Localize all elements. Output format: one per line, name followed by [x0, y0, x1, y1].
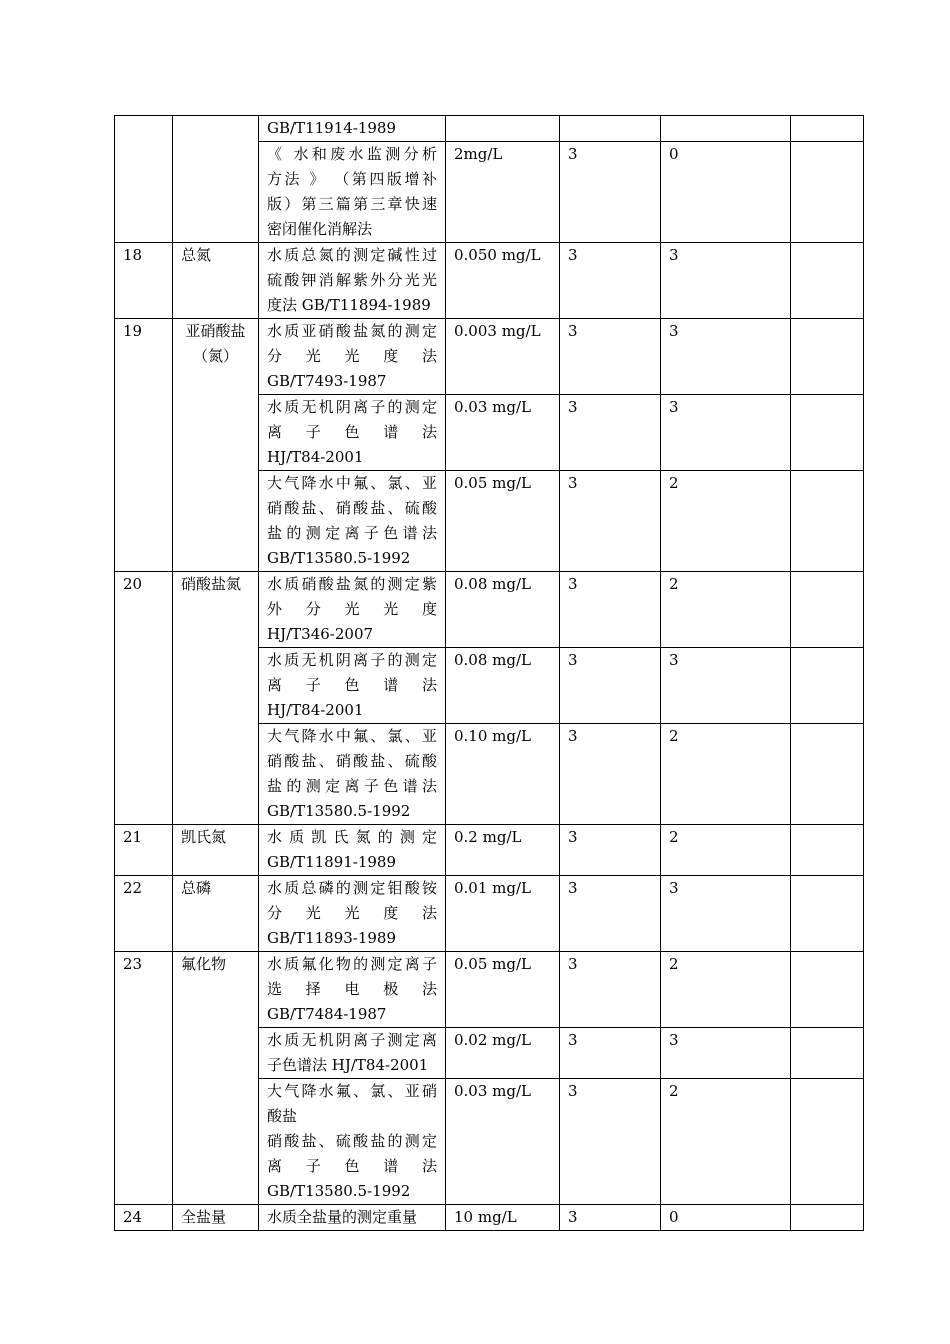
- cell-item: [173, 319, 259, 572]
- method-line: 外 分 光 光 度: [267, 600, 437, 618]
- method-line: HJ/T84-2001: [267, 448, 364, 466]
- cell-method: [259, 876, 446, 952]
- method-line: 版）第三篇第三章快速: [267, 195, 437, 213]
- cell-no: 22: [115, 876, 173, 952]
- cell-method: [259, 1079, 446, 1205]
- cell-limit: 2mg/L: [446, 142, 560, 243]
- cell-item: 全盐量: [173, 1205, 259, 1231]
- standards-table: [114, 115, 864, 1231]
- cell-c2: 3: [661, 395, 791, 471]
- method-line: 硫酸钾消解紫外分光光: [267, 271, 437, 289]
- cell-c1: 3: [560, 1079, 661, 1205]
- cell-c1: [560, 116, 661, 142]
- cell-limit: 0.02 mg/L: [446, 1028, 560, 1079]
- cell-c2: 2: [661, 825, 791, 876]
- method-line: HJ/T84-2001: [267, 701, 364, 719]
- cell-c2: 3: [661, 1028, 791, 1079]
- item-label: 亚硝酸盐（氮）: [185, 322, 246, 365]
- cell-c2: [661, 116, 791, 142]
- cell-method: [259, 825, 446, 876]
- method-line: 硝酸盐、硝酸盐、硫酸: [267, 752, 437, 770]
- cell-c1: 3: [560, 648, 661, 724]
- method-line: 盐的测定离子色谱法: [267, 524, 437, 542]
- cell-method: [259, 395, 446, 471]
- cell-limit: 0.10 mg/L: [446, 724, 560, 825]
- cell-c2: 2: [661, 1079, 791, 1205]
- method-line: 大气降水氟、氯、亚硝: [267, 1082, 437, 1100]
- cell-note: [791, 1205, 864, 1231]
- cell-note: [791, 395, 864, 471]
- cell-method: [259, 319, 446, 395]
- method-line: HJ/T346-2007: [267, 625, 374, 643]
- method-line: 大气降水中氟、氯、亚: [267, 727, 437, 745]
- method-line: 水质亚硝酸盐氮的测定: [267, 322, 437, 340]
- cell-item: 凯氏氮: [173, 825, 259, 876]
- cell-limit: 0.08 mg/L: [446, 572, 560, 648]
- cell-c2: 2: [661, 471, 791, 572]
- cell-note: [791, 243, 864, 319]
- cell-no: 23: [115, 952, 173, 1205]
- cell-limit: 0.01 mg/L: [446, 876, 560, 952]
- method-line: 水质氟化物的测定离子: [267, 955, 437, 973]
- cell-note: [791, 952, 864, 1028]
- method-line: 密闭催化消解法: [267, 220, 373, 238]
- cell-c2: 2: [661, 952, 791, 1028]
- cell-c1: 3: [560, 243, 661, 319]
- cell-no: 19: [115, 319, 173, 572]
- cell-item: 总磷: [173, 876, 259, 952]
- cell-c1: 3: [560, 1205, 661, 1231]
- cell-c1: 3: [560, 471, 661, 572]
- method-line: GB/T11891-1989: [267, 853, 397, 871]
- cell-c1: 3: [560, 572, 661, 648]
- cell-limit: 0.08 mg/L: [446, 648, 560, 724]
- cell-no: 24: [115, 1205, 173, 1231]
- cell-limit: 0.03 mg/L: [446, 1079, 560, 1205]
- cell-c1: 3: [560, 142, 661, 243]
- cell-c2: 3: [661, 876, 791, 952]
- method-line: GB/T7484-1987: [267, 1005, 387, 1023]
- method-line: 酸盐: [267, 1107, 298, 1125]
- cell-c1: 3: [560, 876, 661, 952]
- cell-c1: 3: [560, 319, 661, 395]
- cell-note: [791, 825, 864, 876]
- cell-method: [259, 648, 446, 724]
- method-line: GB/T7493-1987: [267, 372, 387, 390]
- cell-note: [791, 471, 864, 572]
- method-line: 子色谱法 HJ/T84-2001: [267, 1056, 429, 1074]
- method-line: 水质硝酸盐氮的测定紫: [267, 575, 437, 593]
- method-line: 离 子 色 谱 法: [267, 1157, 437, 1175]
- cell-c1: 3: [560, 825, 661, 876]
- method-line: 分 光 光 度 法: [267, 904, 437, 922]
- method-line: GB/T13580.5-1992: [267, 1182, 411, 1200]
- method-line: GB/T11893-1989: [267, 929, 397, 947]
- cell-c2: 3: [661, 319, 791, 395]
- method-line: 硝酸盐、硝酸盐、硫酸: [267, 499, 437, 517]
- cell-c2: 0: [661, 1205, 791, 1231]
- cell-method: [259, 142, 446, 243]
- cell-no: 20: [115, 572, 173, 825]
- cell-limit: 0.05 mg/L: [446, 471, 560, 572]
- cell-method: [259, 116, 446, 142]
- cell-c1: 3: [560, 724, 661, 825]
- method-line: GB/T11914-1989: [267, 119, 397, 137]
- cell-method: [259, 471, 446, 572]
- method-line: 选 择 电 极 法: [267, 980, 437, 998]
- cell-limit: 10 mg/L: [446, 1205, 560, 1231]
- method-line: 水质全盐量的测定重量: [267, 1208, 418, 1226]
- cell-c2: 3: [661, 243, 791, 319]
- cell-item: 硝酸盐氮: [173, 572, 259, 825]
- cell-c1: 3: [560, 1028, 661, 1079]
- method-line: GB/T13580.5-1992: [267, 802, 411, 820]
- method-line: 大气降水中氟、氯、亚: [267, 474, 437, 492]
- method-line: 度法 GB/T11894-1989: [267, 296, 431, 314]
- table-row: [115, 825, 864, 876]
- cell-method: [259, 724, 446, 825]
- cell-note: [791, 142, 864, 243]
- cell-method: [259, 1028, 446, 1079]
- cell-note: [791, 648, 864, 724]
- cell-method: [259, 952, 446, 1028]
- cell-no: 18: [115, 243, 173, 319]
- cell-limit: 0.03 mg/L: [446, 395, 560, 471]
- cell-method: [259, 572, 446, 648]
- method-line: 《 水和废水监测分析: [267, 145, 437, 163]
- cell-note: [791, 319, 864, 395]
- method-line: 硝酸盐、硫酸盐的测定: [267, 1132, 437, 1150]
- cell-method: [259, 1205, 446, 1231]
- method-line: 水质无机阴离子的测定: [267, 651, 437, 669]
- method-line: 盐的测定离子色谱法: [267, 777, 437, 795]
- table-row: [115, 952, 864, 1028]
- table-row: [115, 116, 864, 142]
- cell-note: [791, 572, 864, 648]
- method-line: 水质无机阴离子测定离: [267, 1031, 437, 1049]
- cell-no: 21: [115, 825, 173, 876]
- cell-note: [791, 724, 864, 825]
- cell-limit: 0.050 mg/L: [446, 243, 560, 319]
- table-row: [115, 319, 864, 395]
- cell-limit: 0.05 mg/L: [446, 952, 560, 1028]
- cell-note: [791, 1079, 864, 1205]
- cell-note: [791, 116, 864, 142]
- table-row: [115, 572, 864, 648]
- cell-method: [259, 243, 446, 319]
- cell-c2: 3: [661, 648, 791, 724]
- cell-c1: 3: [560, 952, 661, 1028]
- cell-note: [791, 876, 864, 952]
- method-line: 水质总磷的测定钼酸铵: [267, 879, 437, 897]
- cell-limit: 0.003 mg/L: [446, 319, 560, 395]
- table-row: [115, 876, 864, 952]
- cell-c2: 2: [661, 724, 791, 825]
- table-row: [115, 1205, 864, 1231]
- cell-note: [791, 1028, 864, 1079]
- method-line: 分 光 光 度 法: [267, 347, 437, 365]
- method-line: 水质无机阴离子的测定: [267, 398, 437, 416]
- table-row: [115, 243, 864, 319]
- method-line: 水质凯氏氮的测定: [267, 828, 437, 846]
- cell-c2: 2: [661, 572, 791, 648]
- cell-no: [115, 116, 173, 243]
- method-line: 方法 》 （第四版增补: [267, 170, 437, 188]
- cell-item: 氟化物: [173, 952, 259, 1205]
- method-line: GB/T13580.5-1992: [267, 549, 411, 567]
- cell-item: 总氮: [173, 243, 259, 319]
- method-line: 离 子 色 谱 法: [267, 423, 437, 441]
- method-line: 水质总氮的测定碱性过: [267, 246, 437, 264]
- cell-limit: 0.2 mg/L: [446, 825, 560, 876]
- cell-c2: 0: [661, 142, 791, 243]
- cell-limit: [446, 116, 560, 142]
- cell-c1: 3: [560, 395, 661, 471]
- method-line: 离 子 色 谱 法: [267, 676, 437, 694]
- cell-item: [173, 116, 259, 243]
